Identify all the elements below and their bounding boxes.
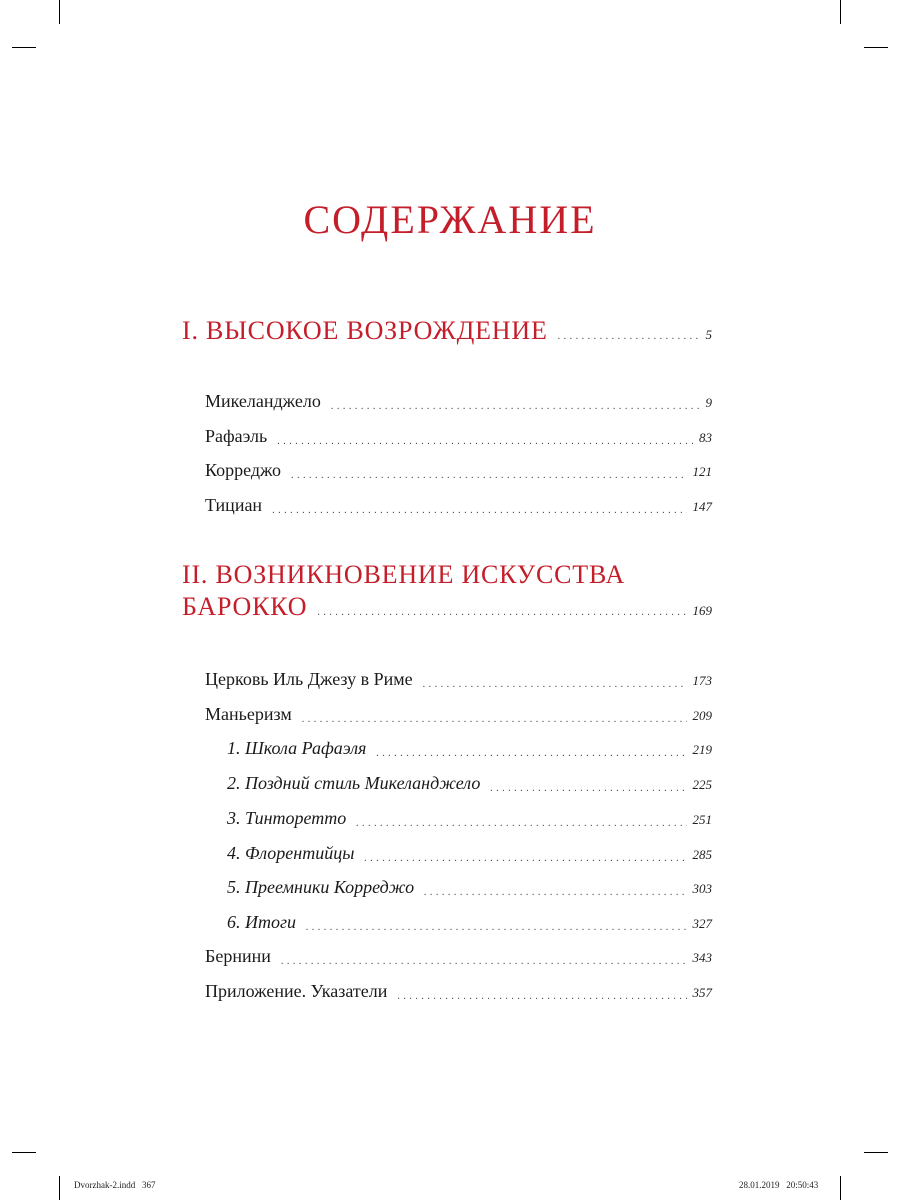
crop-mark bbox=[840, 1176, 841, 1200]
page-number: 343 bbox=[692, 950, 712, 965]
crop-mark bbox=[59, 1176, 60, 1200]
leader-dots bbox=[356, 810, 686, 830]
page-number: 285 bbox=[692, 847, 712, 862]
leader-dots bbox=[424, 879, 686, 899]
toc-entry[interactable] bbox=[205, 669, 712, 693]
crop-mark bbox=[864, 1152, 888, 1153]
crop-mark bbox=[840, 0, 841, 24]
crop-mark bbox=[864, 47, 888, 48]
leader-dots bbox=[302, 706, 687, 726]
page-number: 173 bbox=[692, 673, 712, 688]
toc-entry-label: 6. Итоги bbox=[227, 912, 297, 932]
page-number: 169 bbox=[692, 603, 712, 618]
page-number: 225 bbox=[692, 777, 712, 792]
page-number: 219 bbox=[692, 742, 712, 757]
toc-subentry[interactable] bbox=[227, 808, 712, 832]
page-number: 251 bbox=[692, 812, 712, 827]
toc-entry-label: Корреджо bbox=[205, 460, 282, 480]
leader-dots bbox=[397, 983, 686, 1003]
page-number: 121 bbox=[692, 464, 712, 479]
toc-entry-label: 4. Флорентийцы bbox=[227, 843, 355, 863]
toc-entry-label: 2. Поздний стиль Микеланджело bbox=[227, 773, 481, 793]
crop-mark bbox=[12, 47, 36, 48]
toc-entry[interactable] bbox=[205, 391, 712, 415]
leader-dots bbox=[317, 607, 686, 618]
toc-entry-label: 3. Тинторетто bbox=[227, 808, 347, 828]
toc-subentry[interactable] bbox=[227, 877, 712, 901]
part-heading-label: I. ВЫСОКОЕ ВОЗРОЖДЕНИЕ bbox=[182, 316, 548, 345]
leader-dots bbox=[281, 948, 687, 968]
page-number: 147 bbox=[692, 499, 712, 514]
leader-dots bbox=[490, 775, 686, 795]
toc-entry[interactable] bbox=[205, 460, 712, 484]
toc-title: СОДЕРЖАНИЕ bbox=[303, 197, 597, 242]
page-number: 209 bbox=[692, 708, 712, 723]
leader-dots bbox=[331, 393, 700, 413]
toc-entry[interactable] bbox=[205, 495, 712, 519]
print-slug-timestamp: 28.01.2019 20:50:43 bbox=[739, 1180, 819, 1190]
leader-dots bbox=[558, 331, 700, 342]
toc-entry-label: Церковь Иль Джезу в Риме bbox=[205, 669, 413, 689]
toc-entry-label: Рафаэль bbox=[205, 426, 268, 446]
page-number: 357 bbox=[692, 985, 712, 1000]
toc-entry-label: 1. Школа Рафаэля bbox=[227, 738, 367, 758]
leader-dots bbox=[277, 428, 693, 448]
toc-entry-label: Тициан bbox=[205, 495, 263, 515]
part-heading[interactable] bbox=[182, 316, 712, 346]
toc-subentry[interactable] bbox=[227, 773, 712, 797]
part-heading-label: II. ВОЗНИКНОВЕНИЕ ИСКУССТВА bbox=[182, 560, 626, 589]
toc-entry[interactable] bbox=[205, 946, 712, 970]
leader-dots bbox=[272, 497, 686, 517]
crop-mark bbox=[59, 0, 60, 24]
toc-subentry[interactable] bbox=[227, 843, 712, 867]
page-number: 83 bbox=[699, 430, 712, 445]
leader-dots bbox=[291, 462, 686, 482]
toc-entry-label: 5. Преемники Корреджо bbox=[227, 877, 415, 897]
page-number: 9 bbox=[705, 395, 712, 410]
leader-dots bbox=[423, 671, 687, 691]
toc-subentry[interactable] bbox=[227, 738, 712, 762]
leader-dots bbox=[376, 740, 686, 760]
page-number: 5 bbox=[705, 327, 712, 342]
page-number: 327 bbox=[692, 916, 712, 931]
part-heading[interactable] bbox=[182, 560, 712, 622]
toc-subentry[interactable] bbox=[227, 912, 712, 936]
toc-entry-label: Приложение. Указатели bbox=[205, 981, 388, 1001]
toc-entry[interactable] bbox=[205, 426, 712, 450]
leader-dots bbox=[364, 845, 686, 865]
print-slug-file: Dvorzhak-2.indd 367 bbox=[74, 1180, 156, 1190]
toc-entry-label: Маньеризм bbox=[205, 704, 292, 724]
toc-entry-label: Микеланджело bbox=[205, 391, 321, 411]
toc-entry[interactable] bbox=[205, 981, 712, 1005]
part-heading-label: БАРОККО bbox=[182, 592, 308, 621]
leader-dots bbox=[306, 914, 686, 934]
crop-mark bbox=[12, 1152, 36, 1153]
page-number: 303 bbox=[692, 881, 712, 896]
toc-entry-label: Бернини bbox=[205, 946, 271, 966]
toc-entry[interactable] bbox=[205, 704, 712, 728]
